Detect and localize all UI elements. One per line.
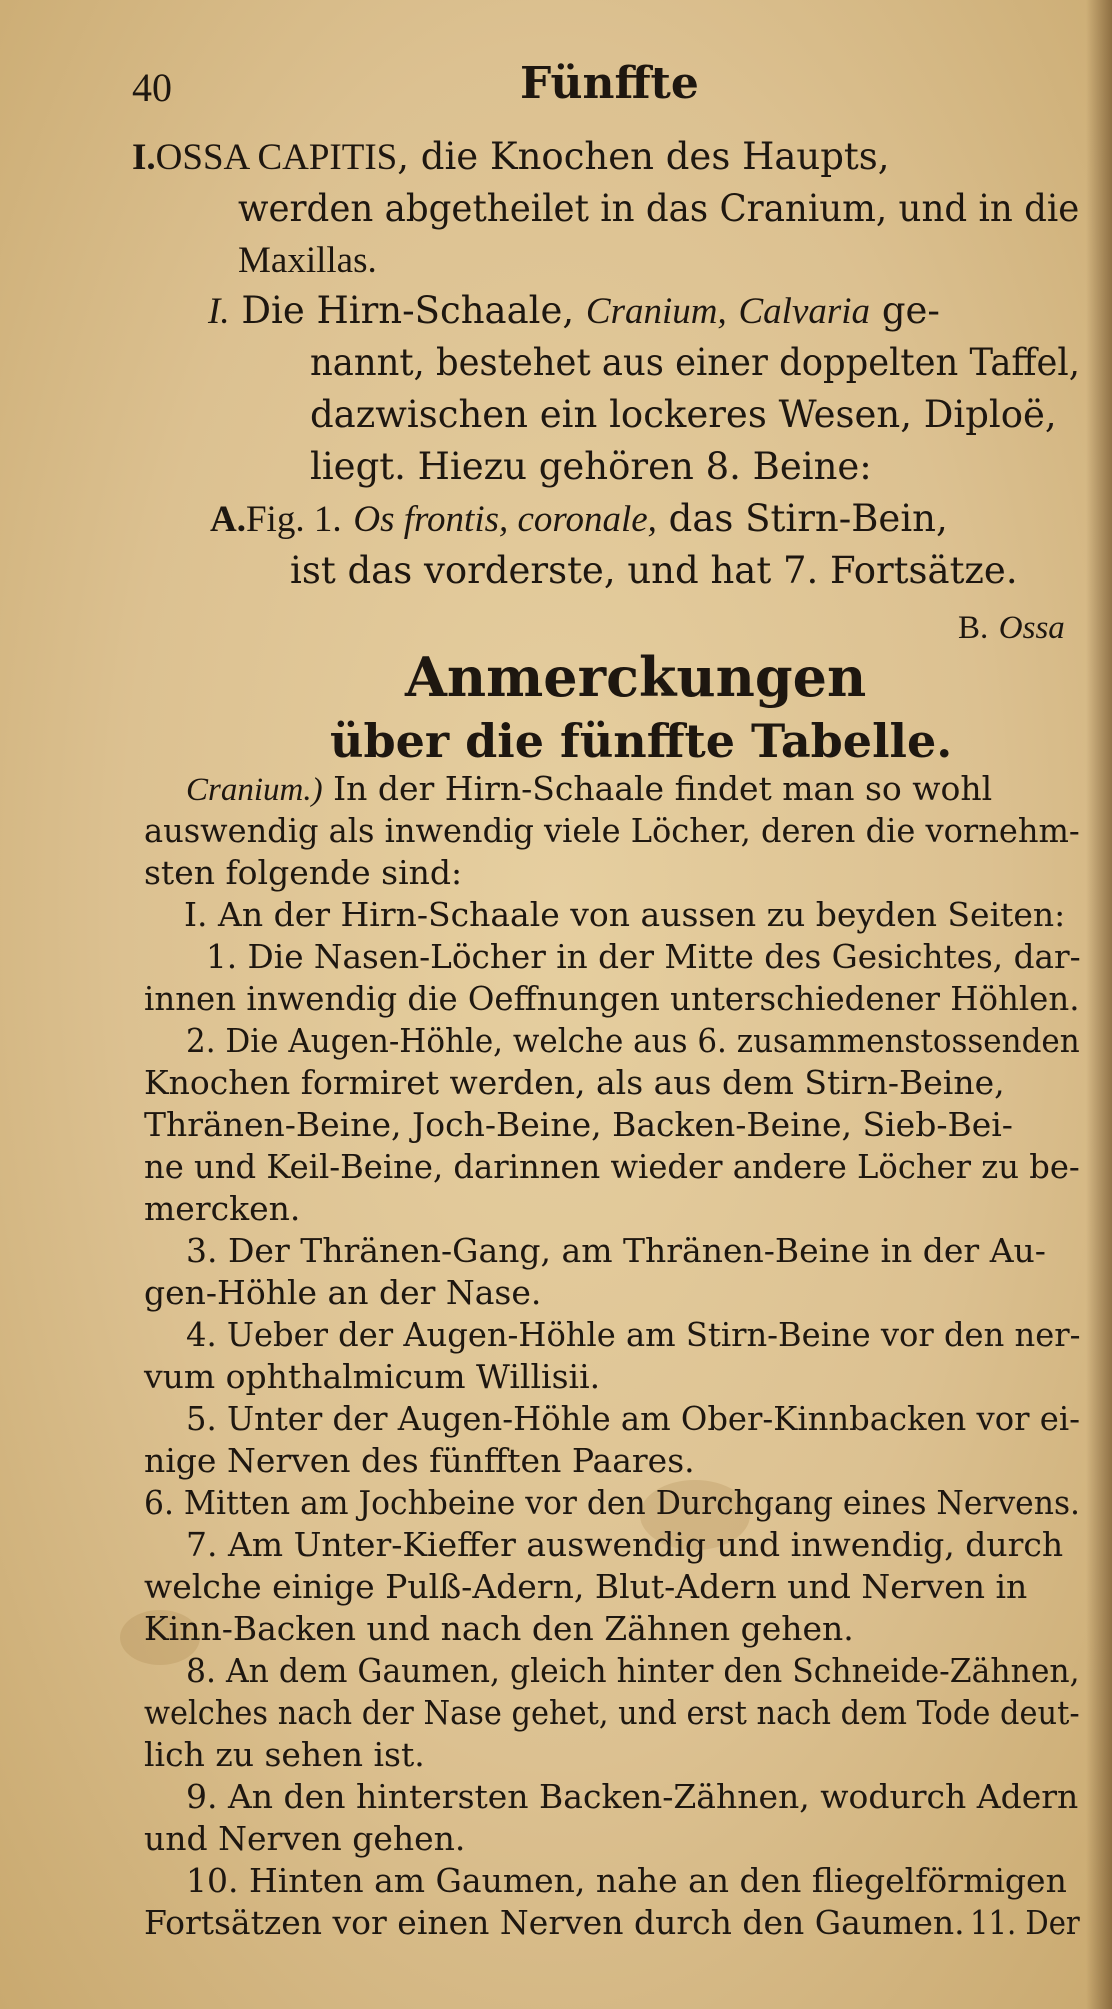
text-line: nannt, bestehet aus einer doppelten Taffel, (310, 341, 1080, 384)
text-line: welches nach der Nase gehet, und erst nach dem Tode deut- (144, 1693, 1080, 1732)
notes-heading: Anmerckungen (405, 645, 867, 709)
section-title-latin: OSSA CAPITIS (155, 137, 398, 178)
text-run: das Stirn-Bein, (668, 497, 948, 540)
notes-subheading: über die fünffte Tabelle. (330, 714, 953, 768)
text-line: 3. Der Thränen-Gang, am Thränen-Beine in der Au- (186, 1231, 1046, 1270)
latin-term: Cranium (585, 291, 718, 332)
text-line: innen inwendig die Oeffnungen unterschiedener Höhlen. (144, 979, 1080, 1018)
text-run: ge- (881, 289, 940, 332)
section-label: I. (132, 137, 156, 178)
page-gutter-shadow (1086, 0, 1112, 2009)
text-line: auswendig als inwendig viele Löcher, deren die vornehm- (144, 811, 1080, 850)
section-heading (132, 135, 890, 178)
text-line: 9. An den hintersten Backen-Zähnen, wodurch Adern (186, 1777, 1079, 1816)
text-line: und Nerven gehen. (144, 1819, 466, 1858)
latin-term: Cranium.) (186, 772, 323, 808)
text-line: 8. An dem Gaumen, gleich hinter den Schneide-Zähnen, (186, 1651, 1080, 1690)
text-line: welche einige Pulß-Adern, Blut-Adern und Nerven in (144, 1567, 1028, 1606)
text-line: werden abgetheilet in das Cranium, und in die (238, 187, 1080, 230)
catchword (958, 610, 1065, 645)
section-title-rest: , die Knochen des Haupts, (397, 135, 890, 178)
text-line: 10. Hinten am Gaumen, nahe an den fliegelförmigen (186, 1861, 1067, 1900)
subsection-line (208, 289, 940, 332)
figure-line (210, 497, 948, 540)
text-run: B. (958, 610, 989, 646)
text-line: nige Nerven des fünfften Paares. (144, 1441, 695, 1480)
text-line: mercken. (144, 1189, 301, 1228)
text-line: ne und Keil-Beine, darinnen wieder andere Löcher zu be- (144, 1147, 1080, 1186)
text-line: ist das vorderste, und hat 7. Fortsätze. (290, 549, 1018, 592)
text-line: Fortsätzen vor einen Nerven durch den Gaumen. (144, 1903, 965, 1942)
figure-ref: Fig. 1. (245, 499, 342, 540)
text-line: 5. Unter der Augen-Höhle am Ober-Kinnbacken vor ei- (186, 1399, 1081, 1438)
text-line: gen-Höhle an der Nase. (144, 1273, 542, 1312)
text-run: , (717, 291, 727, 332)
text-line: Knochen formiret werden, als aus dem Stirn-Beine, (144, 1063, 1005, 1102)
text-line: 7. Am Unter-Kieffer auswendig und inwendig, durch (186, 1525, 1064, 1564)
running-title: Fünffte (520, 58, 699, 109)
text-line: Thränen-Beine, Joch-Beine, Backen-Beine, Sieb-Bei- (144, 1105, 1013, 1144)
text-line: vum ophthalmicum Willisii. (144, 1357, 601, 1396)
text-line: I. An der Hirn-Schaale von aussen zu beyden Seiten: (184, 895, 1066, 934)
latin-term: Os frontis, coronale, (353, 499, 657, 540)
notes-intro (186, 769, 993, 808)
text-line: liegt. Hiezu gehören 8. Beine: (310, 445, 872, 488)
text-line: 2. Die Augen-Höhle, welche aus 6. zusammenstossenden (186, 1021, 1080, 1060)
page-number: 40 (132, 65, 172, 110)
text-line: Kinn-Backen und nach den Zähnen gehen. (144, 1609, 854, 1648)
text-line: 6. Mitten am Jochbeine vor den Durchgang eines Nervens. (144, 1483, 1081, 1522)
text-line: dazwischen ein lockeres Wesen, Diploë, (310, 393, 1057, 436)
text-run: Die Hirn-Schaale, (241, 289, 575, 332)
figure-label: A. (210, 499, 246, 540)
text-line: sten folgende sind: (144, 853, 463, 892)
text-line: 1. Die Nasen-Löcher in der Mitte des Gesichtes, dar- (206, 937, 1081, 976)
text-line: Maxillas. (238, 240, 377, 281)
subsection-label: I. (208, 291, 230, 332)
latin-term: Calvaria (738, 291, 871, 332)
text-run: Ossa (998, 610, 1065, 646)
text-run: In der Hirn-Schaale findet man so wohl (333, 769, 993, 808)
catchword: 11. Der (970, 1903, 1080, 1942)
text-line: 4. Ueber der Augen-Höhle am Stirn-Beine vor den ner- (186, 1315, 1081, 1354)
text-line: lich zu sehen ist. (144, 1735, 425, 1774)
